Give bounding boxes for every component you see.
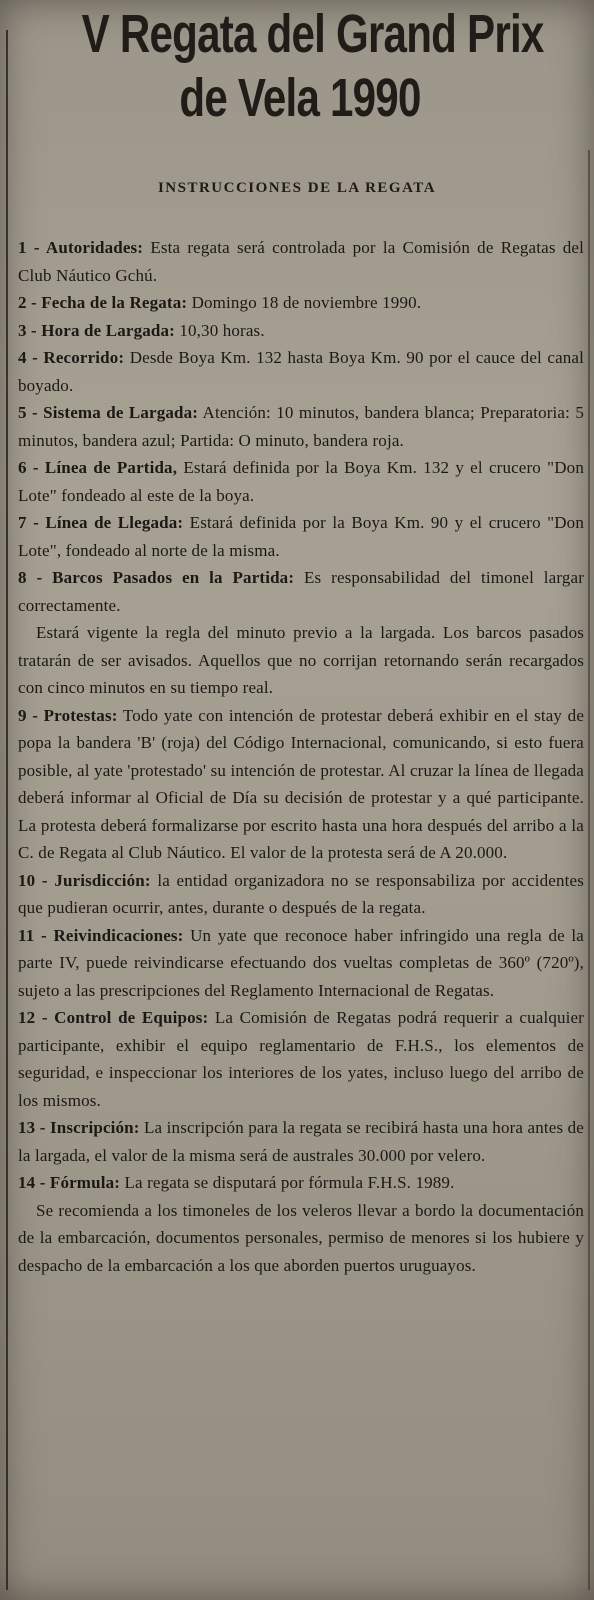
item-label: 11 - Reivindicaciones: — [18, 925, 184, 945]
column-rule-right — [588, 150, 590, 1590]
item-text: Domingo 18 de noviembre 1990. — [191, 293, 422, 312]
item-label: 13 - Inscripción: — [18, 1118, 140, 1137]
item-text: 10,30 horas. — [179, 320, 265, 340]
item-inscripcion — [18, 1114, 584, 1169]
paragraph-regla-minuto: Estará vigente la regla del minuto previo a la largada. Los barcos pasados tratarán de ser avisados. Aquellos que no corrijan retornando serán recargados con cinco minutos en su tiempo real. — [18, 623, 584, 697]
item-text: Atención: 10 minutos, bandera blanca; Preparatoria: 5 minutos, bandera azul; Partida: O minuto, bandera roja. — [18, 403, 584, 450]
item-protestas — [18, 702, 584, 867]
item-label: 5 - Sistema de Largada: — [18, 403, 199, 422]
item-label: 4 - Recorrido: — [18, 348, 125, 367]
headline — [81, 2, 544, 130]
item-sistema-largada — [18, 399, 584, 454]
item-label: 6 - Línea de Partida, — [18, 458, 178, 477]
item-label: 14 - Fórmula: — [18, 1173, 121, 1192]
item-barcos-pasados — [18, 564, 584, 619]
item-control-equipos — [18, 1004, 584, 1114]
item-text: Estará definida por la Boya Km. 90 y el crucero "Don Lote", fondeado al norte de la misma. — [18, 513, 584, 560]
item-label: 12 - Control de Equipos: — [18, 1008, 209, 1027]
headline-line-2: de Vela 1990 — [179, 68, 421, 128]
item-linea-partida — [18, 454, 584, 509]
item-label: 10 - Jurisdicción: — [18, 870, 151, 890]
article-body — [18, 234, 584, 1279]
item-text: Esta regata será controlada por la Comisión de Regatas del Club Náutico Gchú. — [18, 238, 584, 285]
headline-line-1: V Regata del Grand Prix — [81, 4, 544, 64]
item-formula — [18, 1169, 584, 1197]
paragraph-recomendacion: Se recomienda a los timoneles de los veleros llevar a bordo la documentación de la embarcación, documentos personales, permiso de menores si los hubiere y despacho de la embarcación a los que aborden puertos uruguayos. — [18, 1200, 584, 1275]
item-hora — [18, 317, 584, 345]
item-text: Todo yate con intención de protestar deberá exhibir en el stay de popa la bandera 'B' (roja) del Código Internacional, comunicando, si esto fuera posible, al yate 'protestado' su intención de protestar. Al cruzar la línea de llegada deberá informar al Oficial de Día su decisión de protestar y a qué participante. La protesta deberá formalizarse por escrito hasta una hora después del arribo a la C. de Regata al Club Náutico. El valor de la protesta será de A 20.000. — [18, 705, 585, 862]
item-label: 8 - Barcos Pasados en la Partida: — [18, 568, 295, 587]
item-reivindicaciones — [18, 922, 584, 1005]
item-label: 2 - Fecha de la Regata: — [18, 293, 188, 312]
item-label: 7 - Línea de Llegada: — [18, 513, 184, 532]
section-subheading: INSTRUCCIONES DE LA REGATA — [157, 180, 437, 196]
item-autoridades — [18, 234, 584, 289]
column-rule-left — [6, 30, 8, 1590]
item-label: 9 - Protestas: — [18, 705, 118, 725]
item-text: La Comisión de Regatas podrá requerir a cualquier participante, exhibir el equipo reglamentario de F.H.S., los elementos de seguridad, e inspeccionar los interiores de los yates, incluso luego del arribo de los mismos. — [18, 1008, 584, 1110]
item-linea-llegada — [18, 509, 584, 564]
item-text: La inscripción para la regata se recibirá hasta una hora antes de la largada, el valor de la misma será de australes 30.000 por velero. — [18, 1118, 584, 1165]
item-fecha — [18, 289, 584, 317]
item-text: La regata se disputará por fórmula F.H.S. 1989. — [124, 1173, 455, 1192]
item-text: Es responsabilidad del timonel largar correctamente. — [18, 568, 584, 615]
item-text: Un yate que reconoce haber infringido una regla de la parte IV, puede reivindicarse efectuando dos vueltas completas de 360º (720º), sujeto a las prescripciones del Reglamento Internacional de Regatas. — [18, 925, 584, 1000]
item-label: 3 - Hora de Largada: — [18, 320, 175, 340]
item-recorrido — [18, 344, 584, 399]
item-text: la entidad organizadora no se responsabiliza por accidentes que pudieran ocurrir, antes, durante o después de la regata. — [18, 870, 584, 917]
item-text: Desde Boya Km. 132 hasta Boya Km. 90 por el cauce del canal boyado. — [18, 348, 584, 395]
item-label: 1 - Autoridades: — [18, 238, 144, 257]
item-jurisdiccion — [18, 867, 584, 922]
item-text: Estará definida por la Boya Km. 132 y el crucero "Don Lote" fondeado al este de la boya. — [18, 458, 584, 505]
